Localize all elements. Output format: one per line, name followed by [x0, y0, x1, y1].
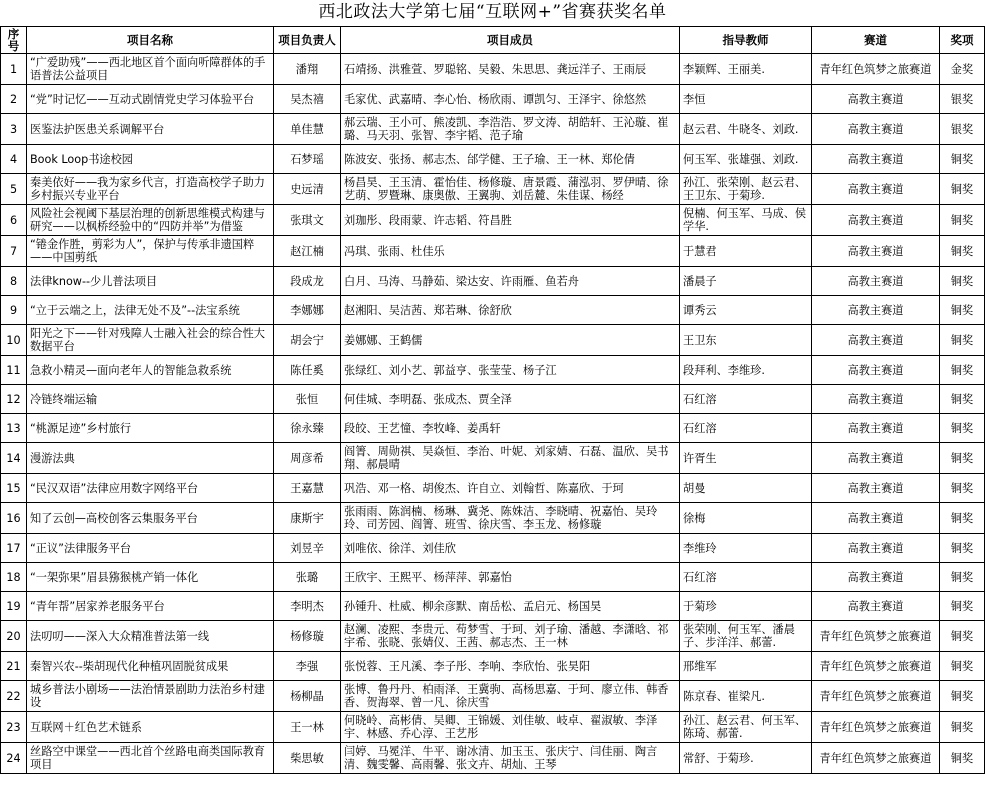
table-row	[1, 414, 985, 443]
cell-leader: 张琪文	[274, 205, 341, 236]
table-row	[1, 174, 985, 205]
cell-no: 13	[1, 414, 27, 443]
cell-award: 铜奖	[940, 621, 985, 652]
cell-track: 高教主赛道	[812, 296, 940, 325]
cell-award: 铜奖	[940, 205, 985, 236]
cell-leader: 单佳慧	[274, 114, 341, 145]
cell-project: 医鉴法护医患关系调解平台	[27, 114, 274, 145]
cell-award: 铜奖	[940, 296, 985, 325]
cell-award: 铜奖	[940, 503, 985, 534]
cell-leader: 李明杰	[274, 592, 341, 621]
table-row	[1, 385, 985, 414]
table-row	[1, 534, 985, 563]
cell-no: 20	[1, 621, 27, 652]
cell-track: 青年红色筑梦之旅赛道	[812, 743, 940, 774]
cell-no: 1	[1, 54, 27, 85]
cell-award: 铜奖	[940, 267, 985, 296]
cell-leader: 史远清	[274, 174, 341, 205]
cell-project: 法律know--少儿普法项目	[27, 267, 274, 296]
cell-teacher: 胡曼	[680, 474, 812, 503]
table-row	[1, 236, 985, 267]
cell-award: 铜奖	[940, 174, 985, 205]
cell-no: 12	[1, 385, 27, 414]
cell-project: Book Loop书途校园	[27, 145, 274, 174]
cell-leader: 石梦瑶	[274, 145, 341, 174]
cell-no: 23	[1, 712, 27, 743]
cell-leader: 刘昱辛	[274, 534, 341, 563]
cell-members: 何佳城、李明磊、张成杰、贾全泽	[341, 385, 680, 414]
cell-teacher: 常舒、于菊珍.	[680, 743, 812, 774]
header-row	[1, 27, 985, 54]
cell-award: 铜奖	[940, 385, 985, 414]
cell-members: 王欣宇、王熙平、杨萍萍、郭嘉怡	[341, 563, 680, 592]
cell-track: 青年红色筑梦之旅赛道	[812, 681, 940, 712]
header-no: 序号	[1, 27, 27, 54]
cell-award: 铜奖	[940, 534, 985, 563]
table-row	[1, 356, 985, 385]
cell-teacher: 陈京春、崔梁凡.	[680, 681, 812, 712]
cell-leader: 胡会宁	[274, 325, 341, 356]
cell-project: 漫游法典	[27, 443, 274, 474]
cell-leader: 潘翔	[274, 54, 341, 85]
cell-track: 高教主赛道	[812, 414, 940, 443]
cell-leader: 李强	[274, 652, 341, 681]
cell-award: 银奖	[940, 85, 985, 114]
header-members: 项目成员	[341, 27, 680, 54]
cell-teacher: 许胥生	[680, 443, 812, 474]
cell-teacher: 孙江、张荣刚、赵云君、王卫东、于菊珍.	[680, 174, 812, 205]
cell-leader: 周彦希	[274, 443, 341, 474]
cell-members: 赵湘阳、吴洁茜、郑若琳、徐舒欣	[341, 296, 680, 325]
cell-no: 4	[1, 145, 27, 174]
cell-no: 7	[1, 236, 27, 267]
cell-track: 高教主赛道	[812, 174, 940, 205]
cell-members: 陈波安、张扬、郝志杰、邰学健、王子瑜、王一林、郑伦倩	[341, 145, 680, 174]
cell-award: 铜奖	[940, 414, 985, 443]
cell-leader: 段成龙	[274, 267, 341, 296]
cell-award: 铜奖	[940, 474, 985, 503]
page-title: 西北政法大学第七届“互联网+”省赛获奖名单	[318, 2, 667, 22]
table-row	[1, 712, 985, 743]
cell-project: “民汉双语”法律应用数字网络平台	[27, 474, 274, 503]
cell-teacher: 李维玲	[680, 534, 812, 563]
cell-leader: 康斯宇	[274, 503, 341, 534]
cell-track: 高教主赛道	[812, 385, 940, 414]
cell-track: 高教主赛道	[812, 114, 940, 145]
cell-teacher: 何玉军、张雄强、刘政.	[680, 145, 812, 174]
cell-teacher: 于慧君	[680, 236, 812, 267]
cell-leader: 柴思敏	[274, 743, 341, 774]
cell-track: 青年红色筑梦之旅赛道	[812, 712, 940, 743]
cell-project: 秦美依好——我为家乡代言，打造高校学子助力乡村振兴专业平台	[27, 174, 274, 205]
cell-leader: 陈任奚	[274, 356, 341, 385]
cell-no: 6	[1, 205, 27, 236]
cell-track: 青年红色筑梦之旅赛道	[812, 54, 940, 85]
table-row	[1, 325, 985, 356]
cell-teacher: 李颖辉、王丽美.	[680, 54, 812, 85]
cell-award: 金奖	[940, 54, 985, 85]
cell-track: 高教主赛道	[812, 474, 940, 503]
cell-project: 法叨叨——深入大众精准普法第一线	[27, 621, 274, 652]
table-row	[1, 205, 985, 236]
cell-teacher: 赵云君、牛晓冬、刘政.	[680, 114, 812, 145]
cell-project: “锩金作胜，剪彩为人”，保护与传承非遗国粹——中国剪纸	[27, 236, 274, 267]
cell-members: 石靖扬、洪雅萱、罗聪铭、吴毅、朱思思、龚远洋子、王雨辰	[341, 54, 680, 85]
cell-project: 急救小精灵—面向老年人的智能急救系统	[27, 356, 274, 385]
cell-teacher: 段拜利、李维珍.	[680, 356, 812, 385]
cell-track: 高教主赛道	[812, 145, 940, 174]
table-row	[1, 443, 985, 474]
cell-teacher: 孙江、赵云君、何玉军、陈琦、郝蕾.	[680, 712, 812, 743]
cell-members: 郝云瑞、王小可、熊凌凯、李浩浩、罗文涛、胡皓轩、王沁璇、崔璐、马天羽、张智、李宇韬、范子瑜	[341, 114, 680, 145]
cell-project: 风险社会视阈下基层治理的创新思维模式构建与研究——以枫桥经验中的“四防并举”为借鉴	[27, 205, 274, 236]
table-row	[1, 563, 985, 592]
cell-project: “广爱助残”——西北地区首个面向听障群体的手语普法公益项目	[27, 54, 274, 85]
cell-project: 知了云创—高校创客云集服务平台	[27, 503, 274, 534]
cell-teacher: 石红溶	[680, 414, 812, 443]
cell-teacher: 石红溶	[680, 563, 812, 592]
cell-members: 段皎、王艺憧、李牧峰、姜禹轩	[341, 414, 680, 443]
cell-teacher: 潘晨子	[680, 267, 812, 296]
cell-track: 高教主赛道	[812, 592, 940, 621]
header-teacher: 指导教师	[680, 27, 812, 54]
cell-project: 阳光之下——针对残障人士融入社会的综合性大数据平台	[27, 325, 274, 356]
table-row	[1, 592, 985, 621]
cell-award: 铜奖	[940, 652, 985, 681]
cell-members: 闫婷、马冕洋、牛平、谢冰清、加玉玉、张庆宁、闫佳丽、陶言清、魏雯馨、高雨馨、张文卉、胡灿、王琴	[341, 743, 680, 774]
cell-teacher: 王卫东	[680, 325, 812, 356]
cell-award: 银奖	[940, 114, 985, 145]
cell-no: 2	[1, 85, 27, 114]
cell-members: 冯琪、张雨、杜佳乐	[341, 236, 680, 267]
table-row	[1, 621, 985, 652]
awards-table	[0, 26, 985, 774]
cell-leader: 徐永臻	[274, 414, 341, 443]
cell-track: 高教主赛道	[812, 325, 940, 356]
cell-no: 16	[1, 503, 27, 534]
cell-no: 11	[1, 356, 27, 385]
cell-track: 高教主赛道	[812, 503, 940, 534]
cell-leader: 王一林	[274, 712, 341, 743]
cell-track: 高教主赛道	[812, 443, 940, 474]
cell-no: 9	[1, 296, 27, 325]
cell-project: 互联网＋红色艺术链系	[27, 712, 274, 743]
cell-no: 5	[1, 174, 27, 205]
cell-project: “立于云端之上，法律无处不及”--法宝系统	[27, 296, 274, 325]
cell-track: 高教主赛道	[812, 85, 940, 114]
cell-project: “正议”法律服务平台	[27, 534, 274, 563]
table-row	[1, 85, 985, 114]
cell-project: 秦智兴农--柴胡现代化种植巩固脱贫成果	[27, 652, 274, 681]
cell-teacher: 李恒	[680, 85, 812, 114]
cell-leader: 王嘉慧	[274, 474, 341, 503]
cell-teacher: 张荣刚、何玉军、潘晨子、步洋洋、郝蕾.	[680, 621, 812, 652]
cell-leader: 杨柳晶	[274, 681, 341, 712]
cell-no: 10	[1, 325, 27, 356]
cell-no: 18	[1, 563, 27, 592]
cell-no: 19	[1, 592, 27, 621]
cell-members: 刘唯依、徐洋、刘佳欣	[341, 534, 680, 563]
cell-track: 高教主赛道	[812, 236, 940, 267]
cell-teacher: 于菊珍	[680, 592, 812, 621]
header-track: 赛道	[812, 27, 940, 54]
table-row	[1, 503, 985, 534]
cell-leader: 吴杰禧	[274, 85, 341, 114]
cell-track: 高教主赛道	[812, 205, 940, 236]
cell-members: 巩浩、邓一格、胡俊杰、许自立、刘翰哲、陈嘉欣、于珂	[341, 474, 680, 503]
table-row	[1, 296, 985, 325]
cell-leader: 杨修璇	[274, 621, 341, 652]
cell-project: “党”时记忆——互动式剧情党史学习体验平台	[27, 85, 274, 114]
cell-members: 阎箐、周勋祺、吴焱恒、李治、叶妮、刘家婧、石磊、温欣、吴书翔、郝晨晴	[341, 443, 680, 474]
cell-teacher: 徐梅	[680, 503, 812, 534]
cell-members: 张悦蓉、王凡溪、李子彤、李响、李欣怡、张昊阳	[341, 652, 680, 681]
cell-no: 24	[1, 743, 27, 774]
cell-members: 张博、鲁丹丹、柏雨泽、王冀驹、高杨思嘉、于珂、廖立伟、韩香香、贺海翠、曾一凡、徐庆雪	[341, 681, 680, 712]
table-row	[1, 145, 985, 174]
table-row	[1, 743, 985, 774]
cell-track: 高教主赛道	[812, 267, 940, 296]
table-row	[1, 267, 985, 296]
header-project: 项目名称	[27, 27, 274, 54]
cell-leader: 赵江楠	[274, 236, 341, 267]
cell-members: 杨昌昊、王玉清、霍怡佳、杨修璇、唐景霞、蒲泓羽、罗伊晴、徐艺萌、罗暨琳、康奥傲、王翼驹、刘岳麓、朱佳谋、杨经	[341, 174, 680, 205]
table-row	[1, 652, 985, 681]
cell-track: 高教主赛道	[812, 534, 940, 563]
cell-project: “桃源足迹”乡村旅行	[27, 414, 274, 443]
cell-teacher: 倪楠、何玉军、马成、侯学华.	[680, 205, 812, 236]
cell-leader: 张恒	[274, 385, 341, 414]
table-row	[1, 474, 985, 503]
cell-track: 高教主赛道	[812, 356, 940, 385]
cell-members: 刘珈彤、段雨蒙、许志韬、符昌胜	[341, 205, 680, 236]
cell-project: 城乡普法小剧场——法治情景剧助力法治乡村建设	[27, 681, 274, 712]
cell-project: “一架弥果”眉县猕猴桃产销一体化	[27, 563, 274, 592]
cell-award: 铜奖	[940, 356, 985, 385]
cell-award: 铜奖	[940, 236, 985, 267]
cell-award: 铜奖	[940, 592, 985, 621]
cell-members: 姜娜娜、王鹤儒	[341, 325, 680, 356]
header-award: 奖项	[940, 27, 985, 54]
table-row	[1, 114, 985, 145]
cell-members: 孙锺升、杜威、柳余彦默、南岳松、孟启元、杨国昊	[341, 592, 680, 621]
cell-no: 14	[1, 443, 27, 474]
cell-no: 21	[1, 652, 27, 681]
cell-award: 铜奖	[940, 743, 985, 774]
cell-track: 高教主赛道	[812, 563, 940, 592]
cell-members: 毛家优、武嘉晴、李心怡、杨欣雨、谭凯匀、王泽宇、徐悠然	[341, 85, 680, 114]
cell-award: 铜奖	[940, 563, 985, 592]
cell-track: 青年红色筑梦之旅赛道	[812, 652, 940, 681]
table-row	[1, 681, 985, 712]
cell-award: 铜奖	[940, 145, 985, 174]
cell-no: 15	[1, 474, 27, 503]
cell-members: 张雨雨、陈润楠、杨琳、冀尧、陈姝洁、李晓晴、祝嘉怡、吴玲玲、司芳园、阎箐、班雪、徐庆雪、李玉龙、杨修璇	[341, 503, 680, 534]
cell-track: 青年红色筑梦之旅赛道	[812, 621, 940, 652]
cell-project: 丝路空中课堂——西北首个丝路电商类国际教育项目	[27, 743, 274, 774]
cell-no: 3	[1, 114, 27, 145]
cell-teacher: 邢维军	[680, 652, 812, 681]
cell-award: 铜奖	[940, 712, 985, 743]
cell-members: 何晓岭、高彬倩、吴卿、王锦媛、刘佳敏、岐卓、翟淑敏、李泽宇、林感、乔心淳、王艺彤	[341, 712, 680, 743]
cell-members: 张绿红、刘小艺、郭益亨、张莹莹、杨子江	[341, 356, 680, 385]
cell-project: 冷链终端运输	[27, 385, 274, 414]
cell-no: 22	[1, 681, 27, 712]
cell-teacher: 谭秀云	[680, 296, 812, 325]
table-row	[1, 54, 985, 85]
cell-teacher: 石红溶	[680, 385, 812, 414]
cell-no: 8	[1, 267, 27, 296]
cell-award: 铜奖	[940, 443, 985, 474]
cell-no: 17	[1, 534, 27, 563]
cell-members: 白月、马涛、马静茹、梁达安、许雨雁、鱼若舟	[341, 267, 680, 296]
cell-members: 赵澜、凌熙、李贵元、苟梦雪、于珂、刘子瑜、潘越、李潇晗、祁宇希、张晓、张婧仪、王茜、郝志杰、王一林	[341, 621, 680, 652]
header-leader: 项目负责人	[274, 27, 341, 54]
cell-project: “青年帮”居家养老服务平台	[27, 592, 274, 621]
cell-leader: 张璐	[274, 563, 341, 592]
cell-award: 铜奖	[940, 325, 985, 356]
cell-leader: 李娜娜	[274, 296, 341, 325]
cell-award: 铜奖	[940, 681, 985, 712]
